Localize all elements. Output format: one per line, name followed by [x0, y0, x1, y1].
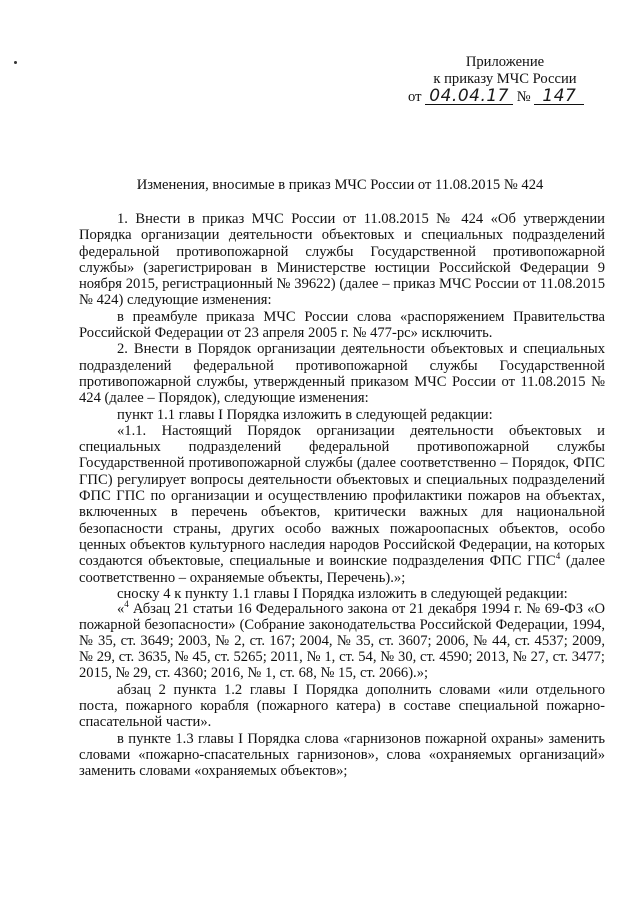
- scan-dot-mark: [14, 61, 17, 64]
- paragraph-8: абзац 2 пункта 1.2 главы I Порядка дополнить словами «или отдельного поста, пожарного корабля (пожарного катера) в составе специальной пожарно-спасательной части».: [79, 681, 605, 731]
- appendix-order-ref: к приказу МЧС России: [433, 71, 577, 87]
- footnote-marker: 4: [124, 599, 129, 610]
- document-title: Изменения, вносимые в приказ МЧС России от 11.08.2015 № 424: [136, 177, 544, 193]
- paragraph-1: 1. Внести в приказ МЧС России от 11.08.2015 № 424 «Об утверждении Порядка организации деятельности объектовых и специальных подразделений федеральной противопожарной службы Государственной противопожарной службы» (зарегистрирован в Министерстве юстиции Российской Федерации 9 ноября 2015, регистрационный № 39622) (далее – приказ МЧС России от 11.08.2015 № 424) следующие изменения:: [79, 211, 605, 309]
- paragraph-4: пункт 1.1 главы I Порядка изложить в следующей редакции:: [117, 406, 493, 423]
- handwritten-number: 147: [534, 88, 584, 105]
- paragraph-5: [79, 423, 605, 586]
- paragraph-3: 2. Внести в Порядок организации деятельности объектовых и специальных подразделений федеральной противопожарной службы Государственной противопожарной службы, утвержденный приказом МЧС России от 11.08.2015 № 424 (далее – Порядок), следующие изменения:: [79, 341, 605, 407]
- handwritten-date: 04.04.17: [425, 88, 513, 105]
- paragraph-5-tail: (далее соответственно – охраняемые объекты, Перечень).»;: [79, 553, 606, 586]
- number-prefix: №: [516, 89, 531, 105]
- appendix-label: Приложение: [465, 54, 545, 70]
- paragraph-9: в пункте 1.3 главы I Порядка слова «гарнизонов пожарной охраны» заменить словами «пожарно-спасательных гарнизонов», слова «охраняемых организаций» заменить словами «охраняемых объектов»;: [79, 730, 605, 780]
- paragraph-6: сноску 4 к пункту 1.1 главы I Порядка изложить в следующей редакции:: [117, 585, 568, 602]
- appendix-date-line: [405, 88, 605, 106]
- appendix-header: [405, 54, 605, 106]
- document-body: [79, 211, 605, 779]
- date-prefix: от: [408, 89, 422, 105]
- paragraph-2: в преамбуле приказа МЧС России слова «распоряжением Правительства Российской Федерации от 23 апреля 2005 г. № 477-рс» исключить.: [79, 308, 605, 342]
- paragraph-5-text: «1.1. Настоящий Порядок организации деятельности объектовых и специальных подразделений федеральной противопожарной службы Государственной противопожарной службы (далее соответственно – Порядок, ФПС ГПС) регулирует вопросы деятельности объектовых и специальных подразделений ФПС ГПС по организации и осуществлению профилактики пожаров на объектах, включенных в перечень объектов, критически важных для национальной безопасности страны, других особо важных пожароопасных объектов, особо ценных объектов культурного наследия народов Российской Федерации, на которых создаются объектовые, специальные и воинские подразделения ФПС ГПС: [79, 422, 605, 570]
- paragraph-7-open: «: [117, 601, 125, 618]
- paragraph-7-text: Абзац 21 статьи 16 Федерального закона от 21 декабря 1994 г. № 69-ФЗ «О пожарной безопасности» (Собрание законодательства Российской Федерации, 1994, № 35, ст. 3649; 2003, № 2, ст. 167; 2004, № 35, ст. 3607; 2006, № 44, ст. 4537; 2009, № 29, ст. 3635, № 45, ст. 5265; 2011, № 1, ст. 54, № 30, ст. 4590; 2013, № 27, ст. 3477; 2015, № 29, ст. 4360; 2016, № 1, ст. 68, № 15, ст. 2066).»;: [79, 601, 605, 681]
- paragraph-7: [79, 599, 605, 682]
- footnote-ref: 4: [555, 551, 561, 562]
